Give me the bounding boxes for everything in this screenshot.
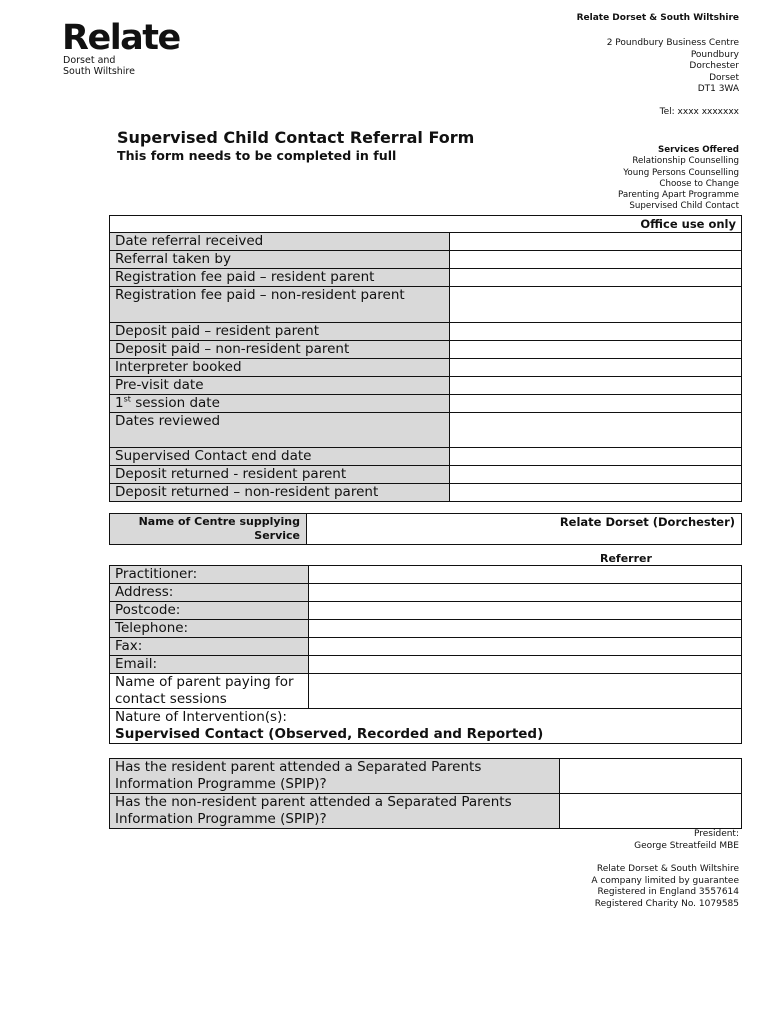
office-row-field[interactable] [450,484,742,502]
referrer-row-label: Email: [110,656,309,674]
centre-label: Name of Centre supplying Service [110,514,307,545]
referrer-row-label: Address: [110,584,309,602]
company-line: A company limited by guarantee [591,875,739,886]
office-row-field[interactable] [450,341,742,359]
spip-answer-field[interactable] [560,759,742,794]
office-row-field[interactable] [450,413,742,448]
form-title: Supervised Child Contact Referral Form [117,128,475,147]
relate-logo: Relate [62,18,180,58]
office-row-label: Deposit returned - resident parent [110,466,450,484]
referrer-row-label: Telephone: [110,620,309,638]
office-row-field[interactable] [450,323,742,341]
referrer-row-field[interactable] [309,602,742,620]
address-line: Dorset [709,72,739,83]
office-row-field[interactable] [450,269,742,287]
company-line: Relate Dorset & South Wiltshire [596,864,739,874]
president-name: George Streatfeild MBE [634,840,739,851]
company-line: Registered Charity No. 1079585 [594,899,739,910]
referrer-row-field[interactable] [309,584,742,602]
office-row-field[interactable] [450,377,742,395]
spip-table [109,758,742,829]
referrer-row-field[interactable] [309,656,742,674]
intervention-value: Supervised Contact (Observed, Recorded and Reported) [115,726,544,742]
office-row-field[interactable] [450,233,742,251]
logo-sub-line-1: Dorset and [63,55,116,66]
org-name: Relate Dorset & South Wiltshire [576,13,739,23]
address-line: Poundbury [690,49,739,60]
service-item: Parenting Apart Programme [618,190,739,201]
company-line: Registered in England 3557614 [597,887,739,898]
org-telephone: Tel: xxxx xxxxxxx [659,107,739,117]
address-line: DT1 3WA [697,84,739,95]
service-item: Young Persons Counselling [623,167,739,178]
referrer-row-label: Name of parent paying for contact sessions [110,674,309,709]
logo-sub-line-2: South Wiltshire [63,66,135,77]
services-list [618,145,739,213]
org-address [607,38,739,96]
referrer-row-field[interactable] [309,620,742,638]
ordinal-suffix: st [123,394,131,404]
referrer-table [109,565,742,744]
office-row-label: Deposit paid – non-resident parent [110,341,450,359]
intervention-label: Nature of Intervention(s): [115,709,287,725]
service-item: Relationship Counselling [632,156,739,167]
form-subtitle: This form needs to be completed in full [117,148,397,163]
office-row-label-text: session date [130,395,220,411]
services-heading: Services Offered [657,145,739,155]
referrer-row-label: Practitioner: [110,566,309,584]
spip-question: Has the resident parent attended a Separated Parents Information Programme (SPIP)? [110,759,560,794]
office-row-field[interactable] [450,466,742,484]
office-row-field[interactable] [450,359,742,377]
centre-table [109,513,742,545]
office-row-label: Interpreter booked [110,359,450,377]
president-title: President: [693,829,739,839]
referrer-row-label: Postcode: [110,602,309,620]
office-row-label: Supervised Contact end date [110,448,450,466]
address-line: Dorchester [689,61,739,72]
office-row-label: Date referral received [110,233,450,251]
office-row-field[interactable] [450,251,742,269]
referrer-row-field[interactable] [309,638,742,656]
office-use-table [109,215,742,502]
president-block [634,829,739,852]
ordinal-number: 1 [115,395,124,411]
office-row-label [110,395,450,413]
service-item: Choose to Change [659,178,739,189]
centre-value[interactable]: Relate Dorset (Dorchester) [307,514,742,545]
spip-question: Has the non-resident parent attended a Separated Parents Information Programme (SPIP)? [110,794,560,829]
logo-subtitle [63,55,135,77]
company-info [591,864,739,911]
referrer-row-field[interactable] [309,674,742,709]
intervention-cell [110,709,742,744]
office-row-label: Registration fee paid – resident parent [110,269,450,287]
office-row-field[interactable] [450,448,742,466]
office-row-label: Referral taken by [110,251,450,269]
address-line: 2 Poundbury Business Centre [606,38,739,48]
office-row-label: Registration fee paid – non-resident parent [110,287,450,323]
office-row-label: Deposit paid – resident parent [110,323,450,341]
office-row-label: Pre-visit date [110,377,450,395]
referrer-row-field[interactable] [309,566,742,584]
office-row-label: Deposit returned – non-resident parent [110,484,450,502]
referrer-row-label: Fax: [110,638,309,656]
service-item: Supervised Child Contact [629,201,739,212]
office-row-label: Dates reviewed [110,413,450,448]
referrer-heading: Referrer [600,552,652,565]
spip-answer-field[interactable] [560,794,742,829]
office-row-field[interactable] [450,287,742,323]
office-row-field[interactable] [450,395,742,413]
office-use-heading: Office use only [110,216,742,233]
